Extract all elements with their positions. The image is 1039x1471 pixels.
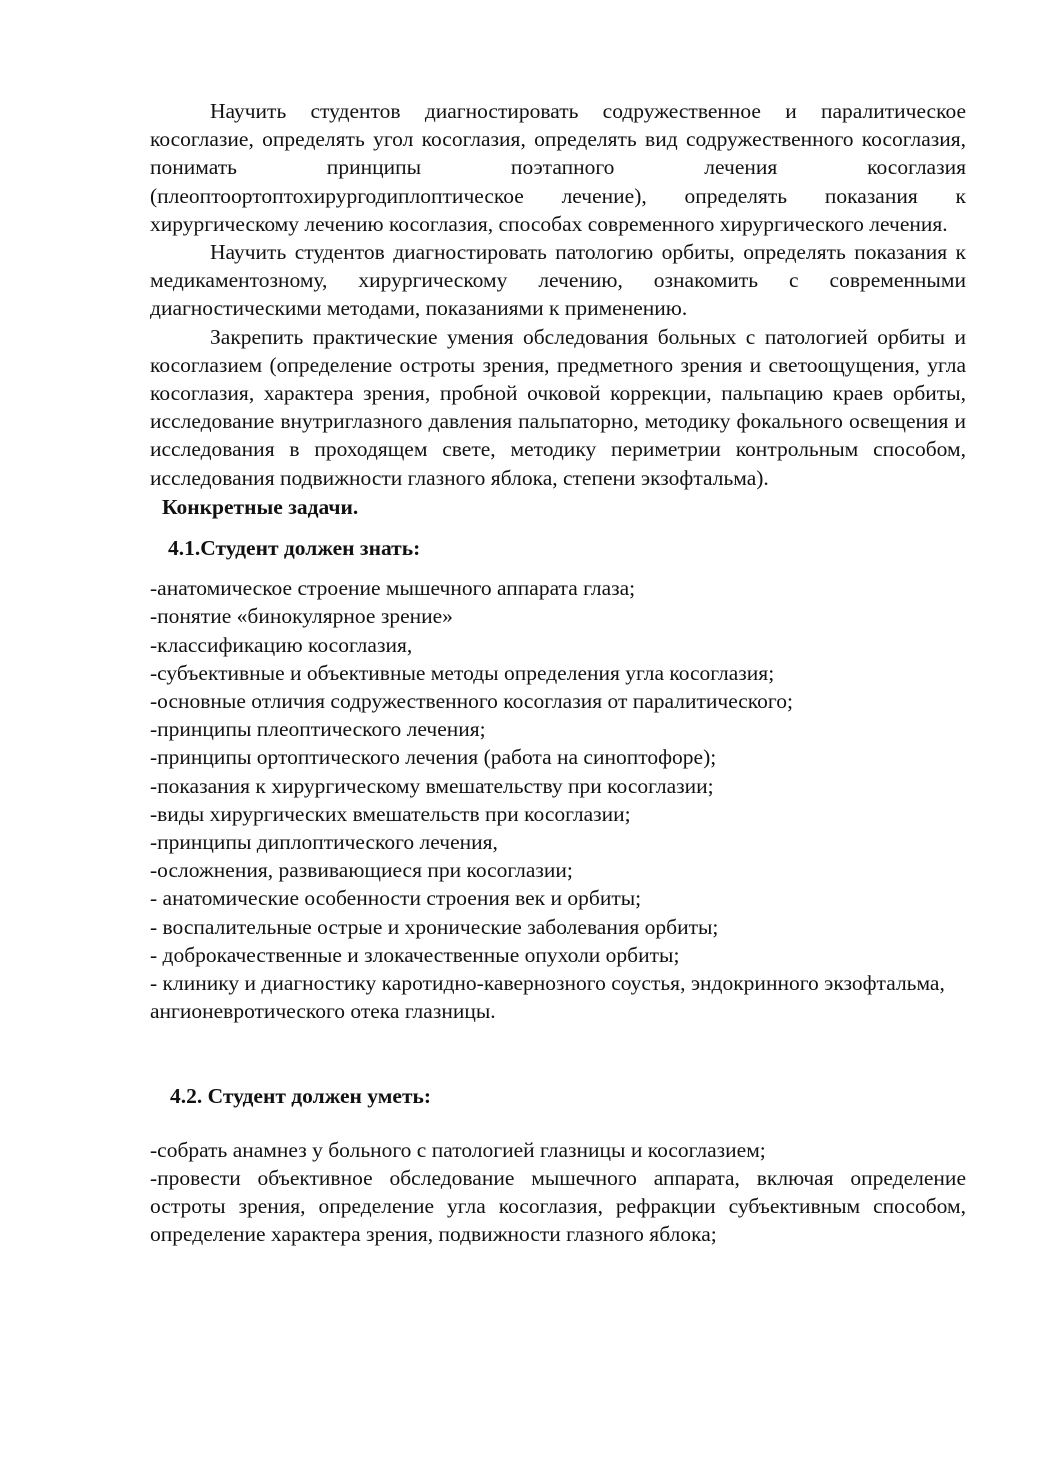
can-list	[150, 1136, 966, 1249]
list-item: -принципы диплоптического лечения,	[150, 830, 498, 855]
list-item: -принципы плеоптического лечения;	[150, 717, 486, 742]
heading-specific-tasks: Конкретные задачи.	[162, 494, 359, 519]
list-item: -принципы ортоптического лечения (работа на синоптофоре);	[150, 745, 717, 770]
know-list	[150, 574, 966, 1025]
document-page	[150, 97, 966, 1249]
list-item: -показания к хирургическому вмешательству при косоглазии;	[150, 773, 714, 798]
list-item: -понятие «бинокулярное зрение»	[150, 604, 453, 629]
list-item: -основные отличия содружественного косоглазия от паралитического;	[150, 689, 793, 714]
goal-paragraph-practical-skills: Закрепить практические умения обследования больных с патологией орбиты и косоглазием (определение остроты зрения, предметного зрения и светоощущения, угла косоглазия, характера зрения, пробной очковой коррекции, пальпацию краев орбиты, исследование внутриглазного давления пальпаторно, методику фокального освещения и исследования в проходящем свете, методику периметрии контрольным способом, исследования подвижности глазного яблока, степени экзофтальма).	[150, 324, 966, 490]
goal-paragraph-strabismus: Научить студентов диагностировать содружественное и паралитическое косоглазие, определять угол косоглазия, определять вид содружественного косоглазия, понимать принципы поэтапного лечения косоглазия (плеоптоортоптохирургодиплоптическое лечение), определять показания к хирургическому лечению косоглазия, способах современного хирургического лечения.	[150, 99, 966, 236]
list-item: -субъективные и объективные методы определения угла косоглазия;	[150, 660, 775, 685]
heading-student-should-be-able: 4.2. Студент должен уметь:	[170, 1083, 432, 1108]
list-item: -виды хирургических вмешательств при косоглазии;	[150, 801, 631, 826]
goal-paragraph-orbit: Научить студентов диагностировать патологию орбиты, определять показания к медикаментозному, хирургическому лечению, ознакомить с современными диагностическими методами, показаниями к применению.	[150, 240, 966, 321]
list-item: -собрать анамнез у больного с патологией глазницы и косоглазием;	[150, 1137, 766, 1162]
list-item: - анатомические особенности строения век и орбиты;	[150, 886, 642, 911]
heading-student-should-know: 4.1.Студент должен знать:	[168, 536, 421, 561]
list-item: -анатомическое строение мышечного аппарата глаза;	[150, 576, 636, 601]
list-item: - доброкачественные и злокачественные опухоли орбиты;	[150, 942, 680, 967]
list-item: - клинику и диагностику каротидно-кавернозного соустья, эндокринного экзофтальма, ангионевротического отека глазницы.	[150, 971, 945, 1024]
list-item: - воспалительные острые и хронические заболевания орбиты;	[150, 914, 719, 939]
list-item: -классификацию косоглазия,	[150, 632, 413, 657]
list-item: -провести объективное обследование мышечного аппарата, включая определение остроты зрения, определение угла косоглазия, рефракции субъективным способом, определение характера зрения, подвижности глазного яблока;	[150, 1165, 966, 1247]
list-item: -осложнения, развивающиеся при косоглазии;	[150, 858, 573, 883]
